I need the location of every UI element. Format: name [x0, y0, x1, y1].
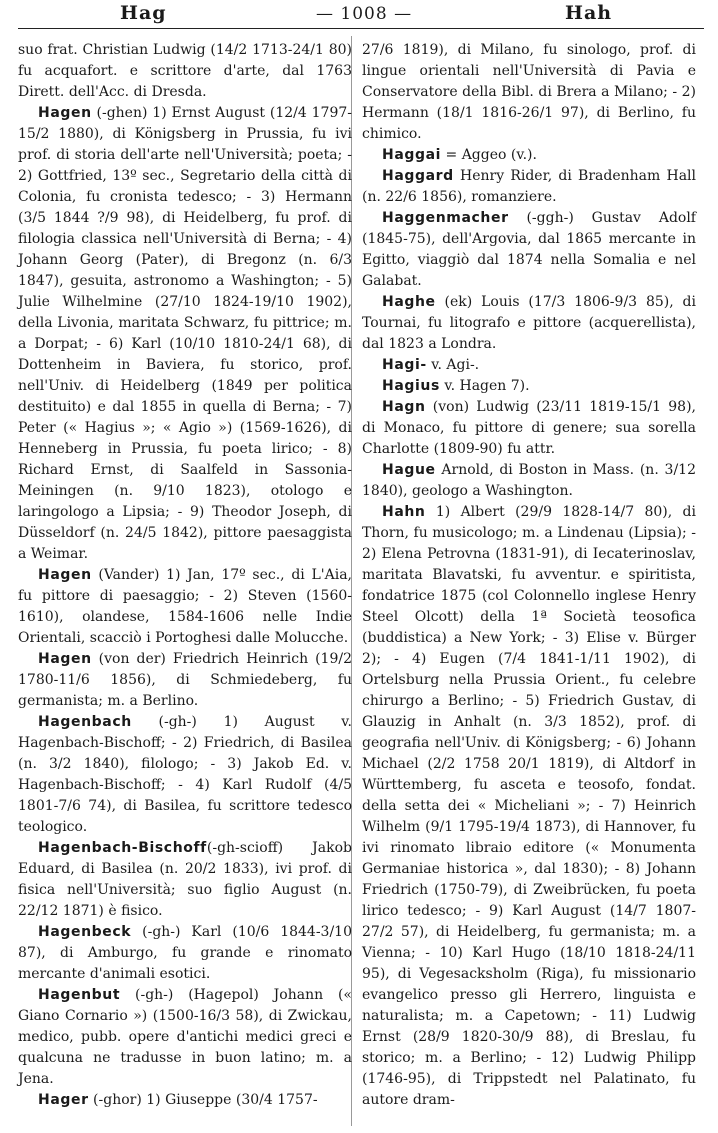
entry-headword: Haggai — [382, 147, 442, 163]
dictionary-entry — [362, 166, 696, 208]
entry-headword: Hagi- — [382, 357, 427, 373]
dictionary-entry — [18, 1090, 352, 1111]
entry-text: (-ggh-) Gustav Adolf (1845-75), dell'Argovia, dal 1865 mercante in Egitto, viaggiò dal 1874 nella Somalia e nel Galabat. — [362, 210, 696, 289]
entry-headword: Hahn — [382, 504, 426, 520]
page-header — [0, 0, 718, 32]
entry-text: (-ghor) 1) Giuseppe (30/4 1757- — [88, 1092, 318, 1108]
entry-headword: Hagen — [38, 567, 92, 583]
entry-headword: Hagn — [382, 399, 426, 415]
dictionary-entry — [18, 838, 352, 922]
dictionary-entry — [18, 103, 352, 565]
entry-text: (von) Ludwig (23/11 1819-15/1 98), di Monaco, fu pittore di genere; sua sorella Charlotte (1809-90) fu attr. — [362, 399, 696, 457]
entry-text: (-gh-) (Hagepol) Johann (« Giano Cornario ») (1500-16/3 58), di Zwickau, medico, pubb. opere d'antichi medici greci e qualcuna ne tradusse in buon latino; m. a Jena. — [18, 987, 352, 1087]
entry-text: (-gh-) 1) August v. Hagenbach-Bischoff; - 2) Friedrich, di Basilea (n. 3/2 1840), filologo; - 3) Jakob Ed. v. Hagenbach-Bischoff; - 4) Karl Rudolf (4/5 1801-7/6 74), di Basilea, fu scrittore tedesco teologico. — [18, 714, 352, 835]
entry-text: Henry Rider, di Bradenham Hall (n. 22/6 1856), romanziere. — [362, 168, 696, 205]
dictionary-entry — [18, 649, 352, 712]
entry-text: suo frat. Christian Ludwig (14/2 1713-24/1 80) fu acquafort. e scrittore d'arte, dal 1763 Dirett. dell'Acc. di Dresda. — [18, 42, 352, 100]
entry-headword: Hagen — [38, 105, 92, 121]
entry-text: (-gh-) Karl (10/6 1844-3/10 87), di Amburgo, fu grande e rinomato mercante d'animali esotici. — [18, 924, 352, 982]
left-column — [18, 40, 352, 1111]
entry-headword: Haghe — [382, 294, 436, 310]
entry-headword: Haggard — [382, 168, 454, 184]
right-column — [362, 40, 696, 1111]
entry-text: (Vander) 1) Jan, 17º sec., di L'Aia, fu pittore di paesaggio; - 2) Steven (1560-1610), olandese, 1584-1606 nelle Indie Orientali, scacciò i Portoghesi dalle Molucche. — [18, 567, 352, 646]
dictionary-entry — [18, 985, 352, 1090]
entry-text: Arnold, di Boston in Mass. (n. 3/12 1840), geologo a Washington. — [362, 462, 696, 499]
entry-text: v. Agi-. — [426, 357, 480, 373]
dictionary-entry — [362, 355, 696, 376]
dictionary-entry — [362, 460, 696, 502]
dictionary-entry — [362, 502, 696, 1111]
entry-text: (von der) Friedrich Heinrich (19/2 1780-11/6 1856), di Schmiedeberg, fu germanista; m. a Berlino. — [18, 651, 352, 709]
entry-headword: Hagenbut — [38, 987, 121, 1003]
header-right-guideword: Hah — [565, 2, 613, 24]
dictionary-entry — [362, 376, 696, 397]
entry-text: 1) Albert (29/9 1828-14/7 80), di Thorn, fu musicologo; m. a Lindenau (Lipsia); - 2) Elena Petrovna (1831-91), di Iecaterinoslav, maritata Blavatski, fu avventur. e spiritista, fondatrice 1875 (col Colonnello inglese Henry Steel Olcott) della 1ª Società teosofica (buddistica) a New York; - 3) Elise v. Bürger 2); - 4) Eugen (7/4 1841-1/11 1902), di Ortelsburg nella Prussia Orient., fu celebre chirurgo a Berlino; - 5) Friedrich Gustav, di Glauzig in Anhalt (n. 3/3 1852), prof. di geografia nell'Univ. di Königsberg; - 6) Johann Michael (2/2 1758 20/1 1819), di Altdorf in Württemberg, fu asceta e teosofo, fondat. della setta dei « Micheliani »; - 7) Heinrich Wilhelm (9/1 1795-19/4 1873), di Hannover, fu ivi rinomato libraio editore (« Monumenta Germaniae historica », dal 1830); - 8) Johann Friedrich (1750-79), di Zweibrücken, fu poeta lirico tedesco; - 9) Karl August (14/7 1807-27/2 57), di Heidelberg, fu germanista; m. a Vienna; - 10) Karl Hugo (18/10 1818-24/11 95), di Vegesacksholm (Riga), fu missionario evangelico presso gli Herrero, linguista e naturalista; m. a Capetown; - 11) Ludwig Ernst (28/9 1820-30/9 88), di Breslau, fu storico; m. a Berlino; - 12) Ludwig Philipp (1746-95), di Trippstedt nel Palatinato, fu autore dram- — [362, 504, 696, 1108]
dictionary-entry — [362, 292, 696, 355]
page-number: — 1008 — — [316, 4, 413, 24]
entry-headword: Haggenmacher — [382, 210, 509, 226]
entry-headword: Hagenbach-Bischoff — [38, 840, 207, 856]
dictionary-entry — [362, 145, 696, 166]
dictionary-entry — [18, 922, 352, 985]
dictionary-entry — [18, 40, 352, 103]
entry-text: = Aggeo (v.). — [441, 147, 537, 163]
entry-headword: Hagen — [38, 651, 92, 667]
header-left-guideword: Hag — [120, 2, 167, 24]
entry-headword: Hagenbach — [38, 714, 132, 730]
entry-text: (-ghen) 1) Ernst August (12/4 1797-15/2 1880), di Königsberg in Prussia, fu ivi prof. di storia dell'arte nell'Università; poeta; - 2) Gottfried, 13º sec., Segretario della città di Colonia, fu cronista tedesco; - 3) Hermann (3/5 1844 ?/9 98), di Heidelberg, fu prof. di filologia classica nell'Università di Berna; - 4) Johann Georg (Pater), di Bregonz (n. 6/3 1847), gesuita, astronomo a Washington; - 5) Julie Wilhelmine (27/10 1824-19/10 1902), della Livonia, maritata Schwarz, fu pittrice; m. a Dorpat; - 6) Karl (10/10 1810-24/1 68), di Dottenheim in Baviera, fu storico, prof. nell'Univ. di Heidelberg (1849 per politica destituito) e dal 1855 in quella di Berna; - 7) Peter (« Hagius »; « Agio ») (1569-1626), di Henneberg in Prussia, fu poeta lirico; - 8) Richard Ernst, di Saalfeld in Sassonia-Meiningen (n. 9/10 1823), otologo e laringologo a Lipsia; - 9) Theodor Joseph, di Düsseldorf (n. 24/5 1842), pittore paesaggista a Weimar. — [18, 105, 352, 562]
dictionary-entry — [362, 208, 696, 292]
header-rule — [18, 28, 704, 29]
dictionary-entry — [18, 712, 352, 838]
dictionary-entry — [362, 397, 696, 460]
entry-headword: Hagius — [382, 378, 440, 394]
entry-text: (ek) Louis (17/3 1806-9/3 85), di Tournai, fu litografo e pittore (acquerellista), dal 1823 a Londra. — [362, 294, 696, 352]
entry-headword: Hager — [38, 1092, 89, 1108]
entry-text: v. Hagen 7). — [439, 378, 530, 394]
entry-text: 27/6 1819), di Milano, fu sinologo, prof. di lingue orientali nell'Università di Pavia e Conservatore della Bibl. di Brera a Milano; - 2) Hermann (18/1 1816-26/1 97), di Berlino, fu chimico. — [362, 42, 696, 142]
entry-headword: Hague — [382, 462, 436, 478]
dictionary-entry — [18, 565, 352, 649]
dictionary-entry — [362, 40, 696, 145]
entry-text: (-gh-scioff) Jakob Eduard, di Basilea (n. 20/2 1833), ivi prof. di fisica nell'Università; suo figlio August (n. 22/12 1871) è fisico. — [18, 840, 352, 919]
entry-headword: Hagenbeck — [38, 924, 132, 940]
